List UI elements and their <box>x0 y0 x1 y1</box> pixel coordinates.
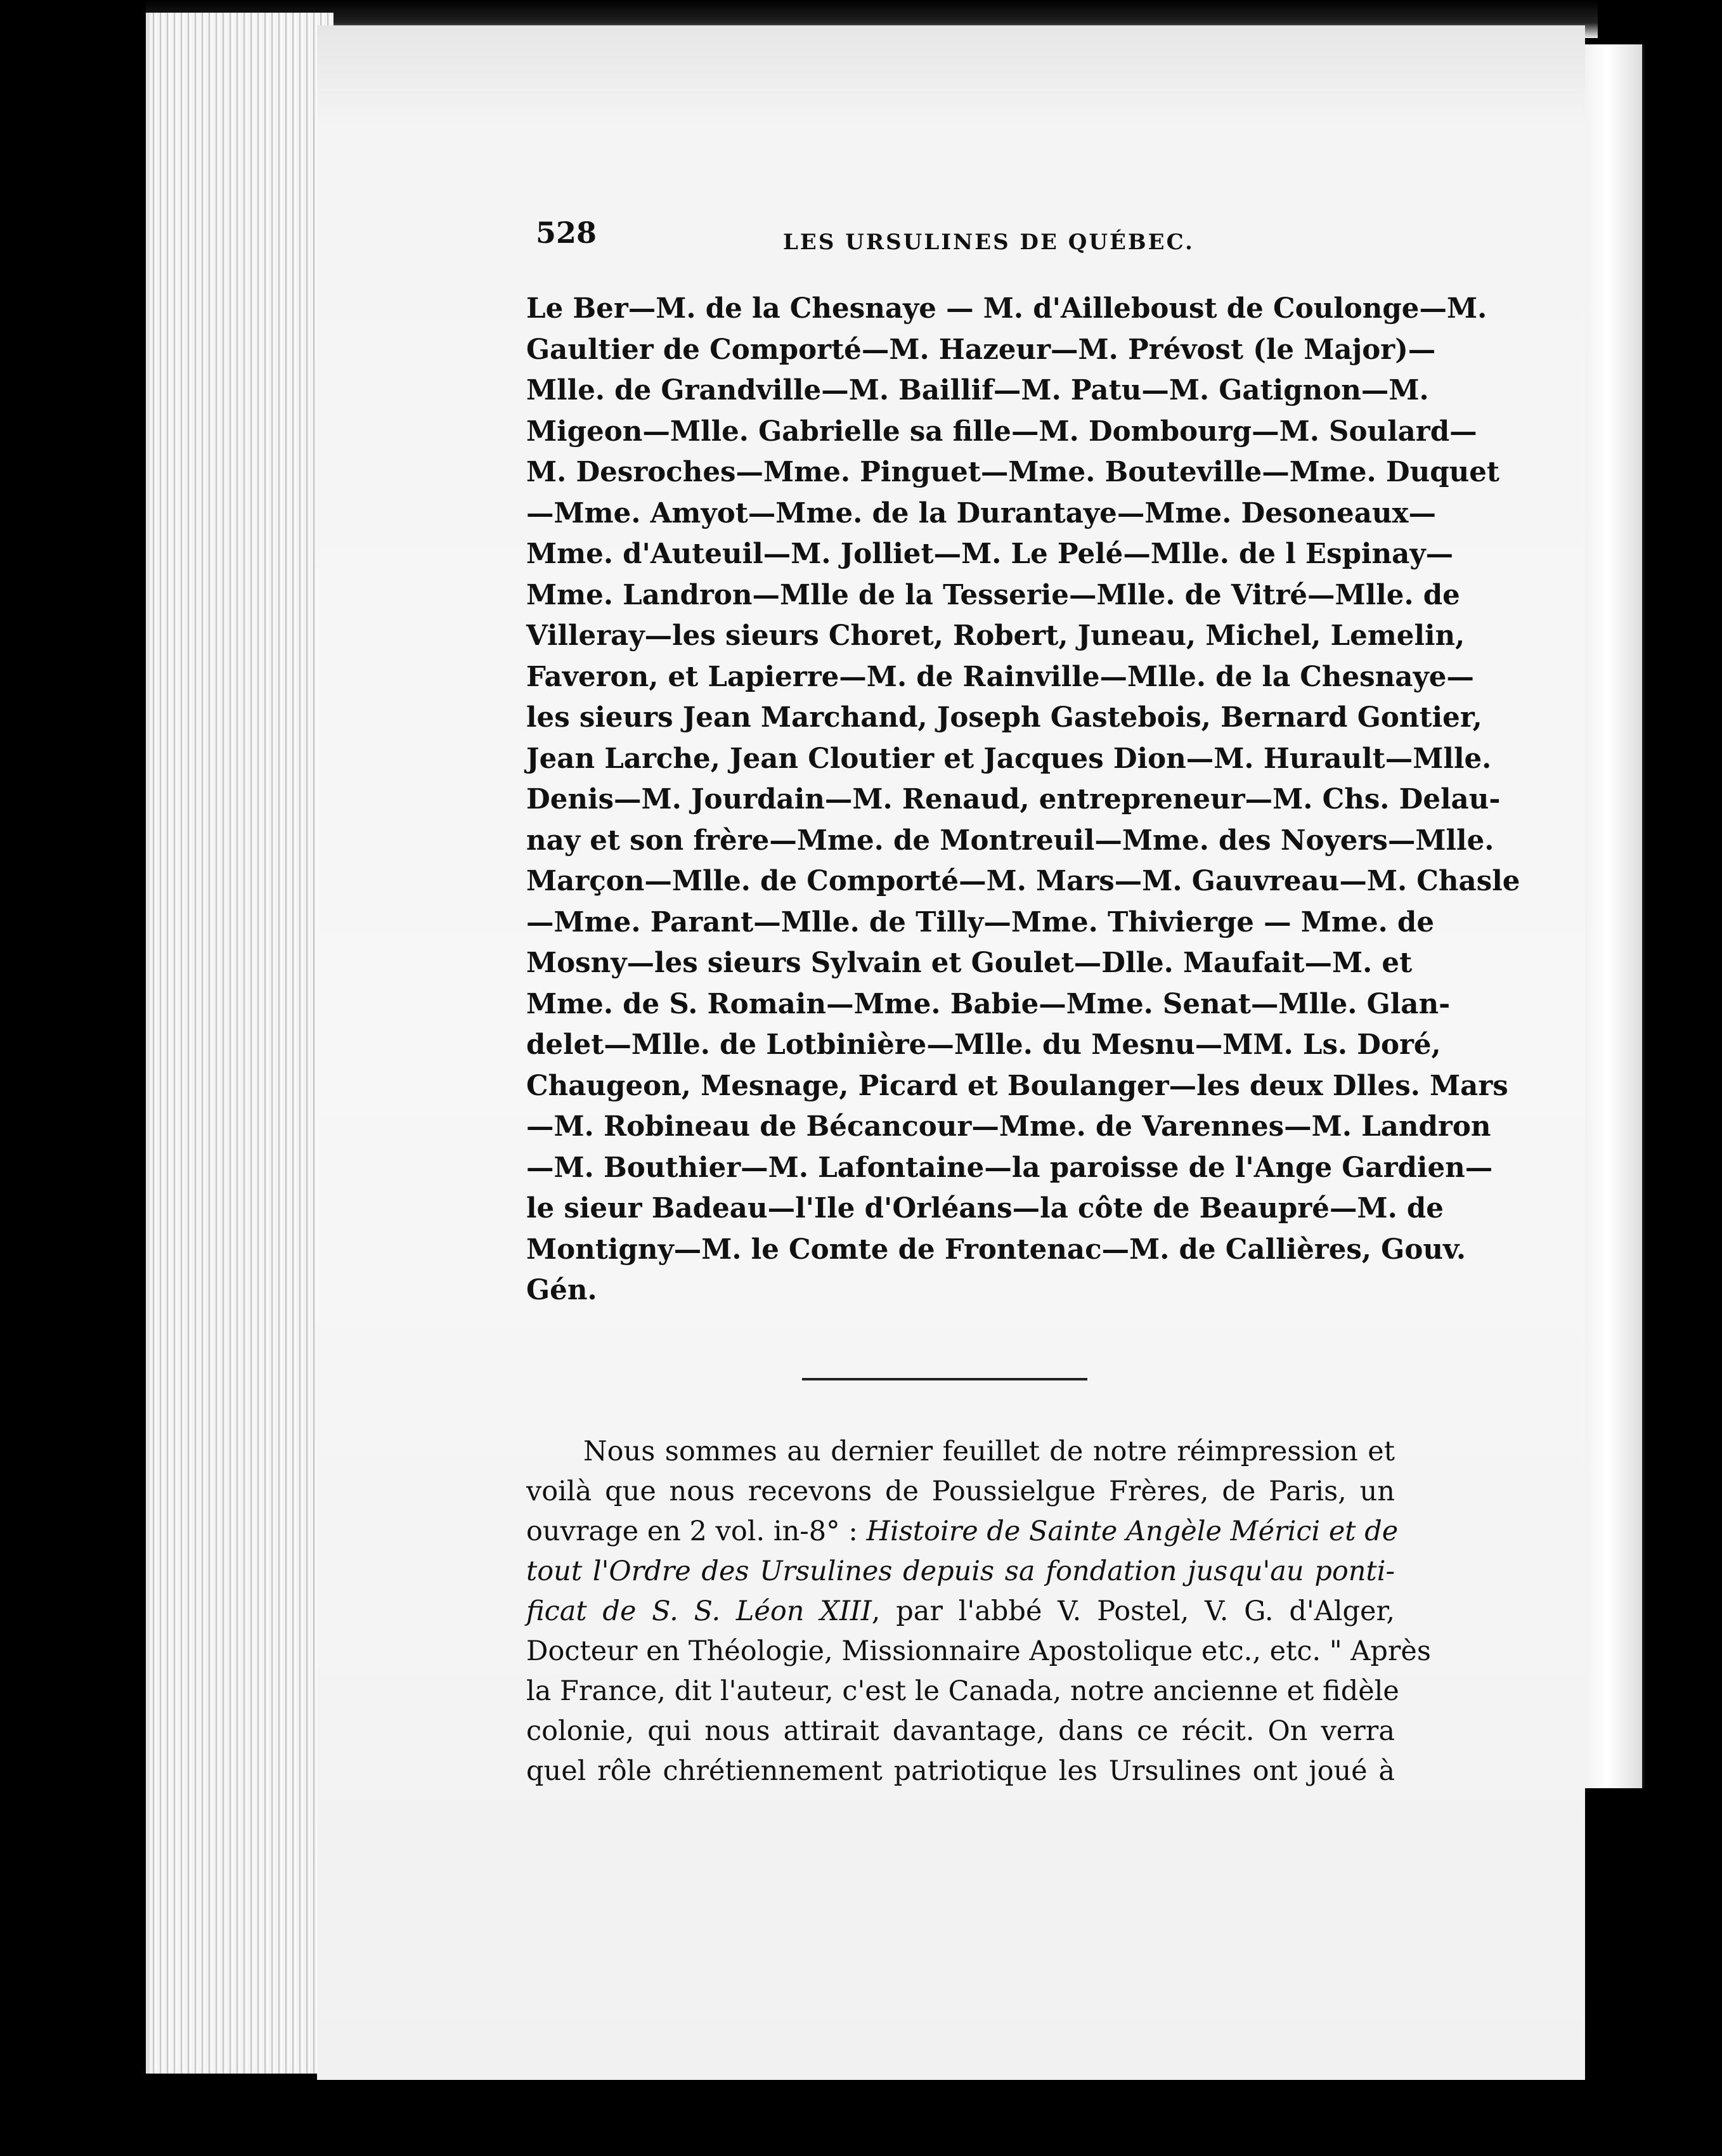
text-line: —M. Robineau de Bécancour—Mme. de Varennes—M. Landron <box>526 1110 1491 1143</box>
text-line: colonie, qui nous attirait davantage, dans ce récit. On verra <box>526 1715 1395 1747</box>
page-header <box>536 216 1550 273</box>
text-line: Marçon—Mlle. de Comporté—M. Mars—M. Gauvreau—M. Chasle <box>526 865 1520 897</box>
book-page <box>317 25 1585 2080</box>
text-line: delet—Mlle. de Lotbinière—Mlle. du Mesnu—MM. Ls. Doré, <box>526 1029 1441 1061</box>
text-line: voilà que nous recevons de Poussielgue Frères, de Paris, un <box>526 1476 1395 1507</box>
closing-paragraph <box>526 1432 1431 1791</box>
text-line: Mlle. de Grandville—M. Baillif—M. Patu—M. Gatignon—M. <box>526 374 1429 406</box>
text-line: Mme. Landron—Mlle de la Tesserie—Mlle. de Vitré—Mlle. de <box>526 578 1460 611</box>
text-line <box>526 1552 1395 1592</box>
page-number: 528 <box>536 216 597 250</box>
text-line: M. Desroches—Mme. Pinguet—Mme. Bouteville—Mme. Duquet <box>526 456 1500 488</box>
text-line: la France, dit l'auteur, c'est le Canada, notre ancienne et fidèle <box>526 1675 1399 1707</box>
text-line: le sieur Badeau—l'Ile d'Orléans—la côte de Beaupré—M. de <box>526 1192 1444 1224</box>
text-line: Mme. de S. Romain—Mme. Babie—Mme. Senat—Mlle. Glan- <box>526 987 1451 1020</box>
section-divider <box>802 1378 1087 1380</box>
text-line: Chaugeon, Mesnage, Picard et Boulanger—les deux Dlles. Mars <box>526 1069 1508 1102</box>
text-line: Montigny—M. le Comte de Frontenac—M. de Callières, Gouv. <box>526 1233 1466 1266</box>
text-line: Mme. d'Auteuil—M. Jolliet—M. Le Pelé—Mlle. de l Espinay— <box>526 538 1454 570</box>
text-line: Faveron, et Lapierre—M. de Rainville—Mlle. de la Chesnaye— <box>526 660 1474 693</box>
text-line <box>526 1432 1395 1472</box>
text-line: —M. Bouthier—M. Lafontaine—la paroisse de l'Ange Gardien— <box>526 1151 1493 1184</box>
scan-background <box>1645 0 1722 2156</box>
text-line: Gaultier de Comporté—M. Hazeur—M. Prévost (le Major)— <box>526 333 1436 366</box>
text-line: Migeon—Mlle. Gabrielle sa fille—M. Dombourg—M. Soulard— <box>526 415 1477 448</box>
text-line: Docteur en Théologie, Missionnaire Apostolique etc., etc. " Après <box>526 1635 1431 1667</box>
text-line: quel rôle chrétiennement patriotique les Ursulines ont joué à <box>526 1755 1395 1787</box>
text-line: Le Ber—M. de la Chesnaye — M. d'Ailleboust de Coulonge—M. <box>526 292 1487 325</box>
text-line: les sieurs Jean Marchand, Joseph Gastebois, Bernard Gontier, <box>526 701 1482 734</box>
text-segment: Nous sommes au dernier feuillet de notre réimpression et <box>583 1436 1395 1467</box>
text-line: Denis—M. Jourdain—M. Renaud, entrepreneur—M. Chs. Delau- <box>526 783 1501 815</box>
text-line <box>526 1512 1399 1552</box>
running-head: LES URSULINES DE QUÉBEC. <box>783 230 1194 255</box>
book-title-italic: tout l'Ordre des Ursulines depuis sa fondation jusqu'au ponti- <box>526 1555 1395 1587</box>
text-line: Gén. <box>526 1274 597 1306</box>
book-title-italic: ficat de S. S. Léon XIII <box>526 1595 872 1627</box>
book-title-italic: Histoire de Sainte Angèle Mérici et de <box>866 1516 1399 1547</box>
text-segment: , par l'abbé V. Postel, V. G. d'Alger, <box>871 1595 1395 1627</box>
text-line: Jean Larche, Jean Cloutier et Jacques Dion—M. Hurault—Mlle. <box>526 742 1492 775</box>
facing-page-edge <box>1585 44 1645 1788</box>
book-page-edges <box>146 13 333 2074</box>
text-segment: ouvrage en 2 vol. in-8° : <box>526 1516 867 1547</box>
text-line <box>526 1592 1395 1632</box>
names-list <box>526 289 1520 1311</box>
text-line: —Mme. Amyot—Mme. de la Durantaye—Mme. Desoneaux— <box>526 497 1436 529</box>
text-line: nay et son frère—Mme. de Montreuil—Mme. des Noyers—Mlle. <box>526 824 1494 857</box>
text-line: Villeray—les sieurs Choret, Robert, Juneau, Michel, Lemelin, <box>526 620 1465 652</box>
text-line: Mosny—les sieurs Sylvain et Goulet—Dlle. Maufait—M. et <box>526 947 1413 979</box>
text-line: —Mme. Parant—Mlle. de Tilly—Mme. Thivierge — Mme. de <box>526 906 1434 938</box>
